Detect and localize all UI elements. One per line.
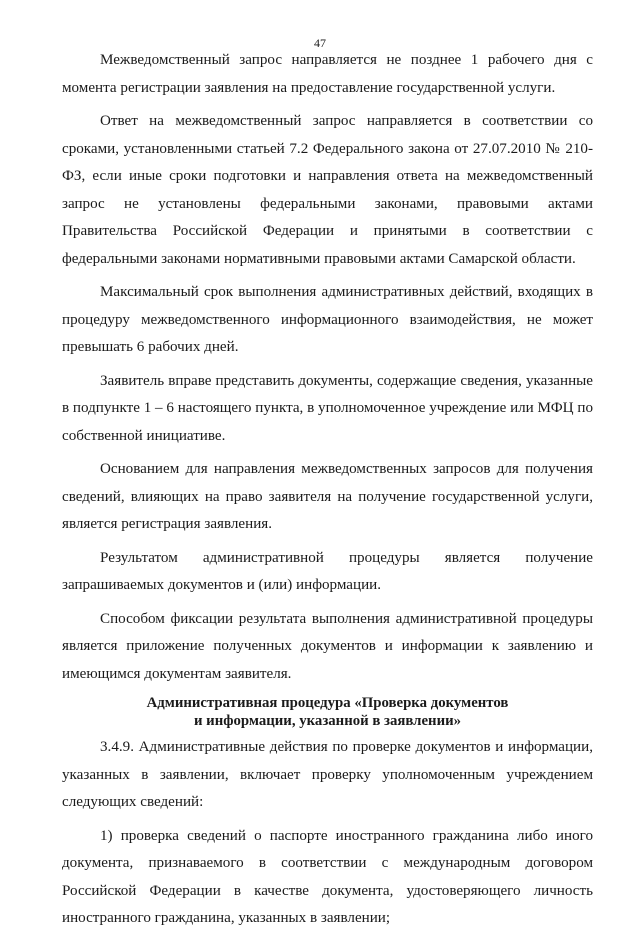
page-number: 47: [314, 36, 326, 50]
section-heading: [62, 694, 593, 730]
paragraph-response-deadline: Ответ на межведомственный запрос направляется в соответствии со сроками, установленными статьей 7.2 Федерального закона от 27.07.2010 № 210-ФЗ, если иные сроки подготовки и направления ответа на межведомственный запрос не установлены федеральными законами, правовыми актами Правительства Российской Федерации и принятыми в соответствии с федеральными законами нормативными правовыми актами Самарской области.: [62, 113, 593, 267]
paragraph-grounds: Основанием для направления межведомственных запросов для получения сведений, влияющих на право заявителя на получение государственной услуги, является регистрация заявления.: [62, 461, 593, 532]
paragraph-result: Результатом административной процедуры является получение запрашиваемых документов и (или) информации.: [62, 549, 593, 593]
section-heading-line-2: и информации, указанной в заявлении»: [193, 713, 462, 729]
paragraph-3-4-9: 3.4.9. Административные действия по проверке документов и информации, указанных в заявлении, включает проверку уполномоченным учреждением следующих сведений:: [62, 739, 593, 810]
paragraph-max-duration: Максимальный срок выполнения административных действий, входящих в процедуру межведомственного информационного взаимодействия, не может превышать 6 рабочих дней.: [62, 284, 593, 355]
paragraph-result-recording: Способом фиксации результата выполнения административной процедуры является приложение полученных документов и информации к заявлению и имеющимся документам заявителя.: [62, 610, 593, 682]
paragraph-interagency-request-deadline: Межведомственный запрос направляется не позднее 1 рабочего дня с момента регистрации заявления на предоставление государственной услуги.: [62, 52, 593, 96]
document-body: [62, 47, 593, 933]
section-heading-line-1: Административная процедура «Проверка документов: [146, 695, 509, 711]
paragraph-item-1: 1) проверка сведений о паспорте иностранного гражданина либо иного документа, признаваемого в соответствии с международным договором Российской Федерации в качестве документа, удостоверяющего личность иностранного гражданина, указанных в заявлении;: [62, 827, 593, 926]
paragraph-applicant-documents: Заявитель вправе представить документы, содержащие сведения, указанные в подпункте 1 – 6 настоящего пункта, в уполномоченное учреждение или МФЦ по собственной инициативе.: [62, 372, 593, 444]
